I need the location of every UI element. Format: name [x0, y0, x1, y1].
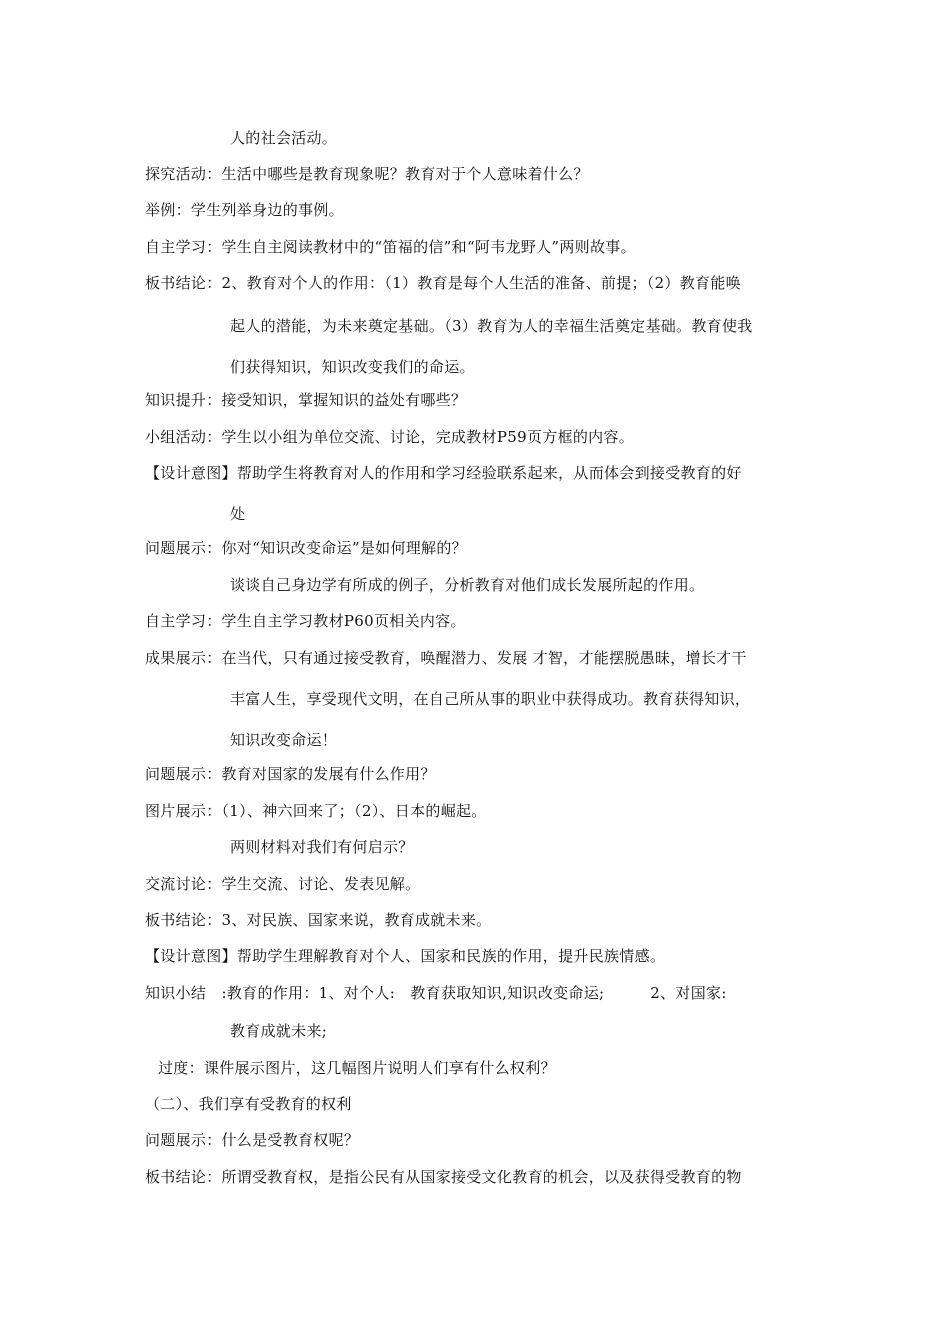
text-line: 图片展示：（1）、神六回来了；（2）、日本的崛起。	[145, 802, 487, 820]
text-line: 板书结论：所谓受教育权，是指公民有从国家接受文化教育的机会，以及获得受教育的物	[145, 1168, 742, 1186]
text-line: 自主学习：学生自主阅读教材中的“笛福的信”和“阿韦龙野人”两则故事。	[145, 238, 636, 256]
text-line: 小组活动：学生以小组为单位交流、讨论，完成教材P59页方框的内容。	[145, 428, 635, 446]
text-line: 板书结论：3、对民族、国家来说，教育成就未来。	[145, 911, 492, 929]
text-line: 两则材料对我们有何启示？	[230, 838, 414, 856]
text-line: 人的社会活动。	[230, 129, 338, 147]
text-line: 起人的潜能，为未来奠定基础。（3）教育为人的幸福生活奠定基础。教育使我	[230, 317, 753, 335]
text-line: 【设计意图】帮助学生将教育对人的作用和学习经验联系起来，从而体会到接受教育的好	[145, 464, 742, 482]
text-line: 【设计意图】帮助学生理解教育对个人、国家和民族的作用，提升民族情感。	[145, 947, 666, 965]
text-line: 交流讨论：学生交流、讨论、发表见解。	[145, 875, 421, 893]
text-line: 过度：课件展示图片，这几幅图片说明人们享有什么权利？	[158, 1059, 556, 1077]
text-line: 板书结论：2、教育对个人的作用：（1）教育是每个人生活的准备、前提；（2）教育能唤	[145, 274, 741, 292]
text-line: 谈谈自己身边学有所成的例子，分析教育对他们成长发展所起的作用。	[230, 576, 705, 594]
text-line: 教育成就未来;	[230, 1022, 328, 1040]
text-line: 成果展示：在当代，只有通过接受教育，唤醒潜力、发展 才智，才能摆脱愚昧，增长才干	[145, 649, 747, 667]
text-line: 问题展示：教育对国家的发展有什么作用？	[145, 765, 436, 783]
text-line: 知识小结 :教育的作用：1、对个人: 教育获取知识,知识改变命运; 2、对国家:	[145, 984, 727, 1002]
text-line: 处	[230, 505, 246, 523]
text-line: 问题展示：你对“知识改变命运”是如何理解的？	[145, 539, 467, 557]
text-line: 丰富人生，享受现代文明，在自己所从事的职业中获得成功。教育获得知识，	[230, 690, 751, 708]
section-heading: （二）、我们享有受教育的权利	[145, 1095, 352, 1113]
text-line: 知识改变命运！	[230, 731, 338, 749]
text-line: 自主学习：学生自主学习教材P60页相关内容。	[145, 612, 466, 630]
text-line: 举例：学生列举身边的事例。	[145, 201, 344, 219]
text-line: 知识提升：接受知识，掌握知识的益处有哪些？	[145, 391, 467, 409]
text-line: 们获得知识，知识改变我们的命运。	[230, 358, 475, 376]
text-line: 问题展示：什么是受教育权呢？	[145, 1131, 360, 1149]
text-line: 探究活动：生活中哪些是教育现象呢？教育对于个人意味着什么？	[145, 165, 589, 183]
